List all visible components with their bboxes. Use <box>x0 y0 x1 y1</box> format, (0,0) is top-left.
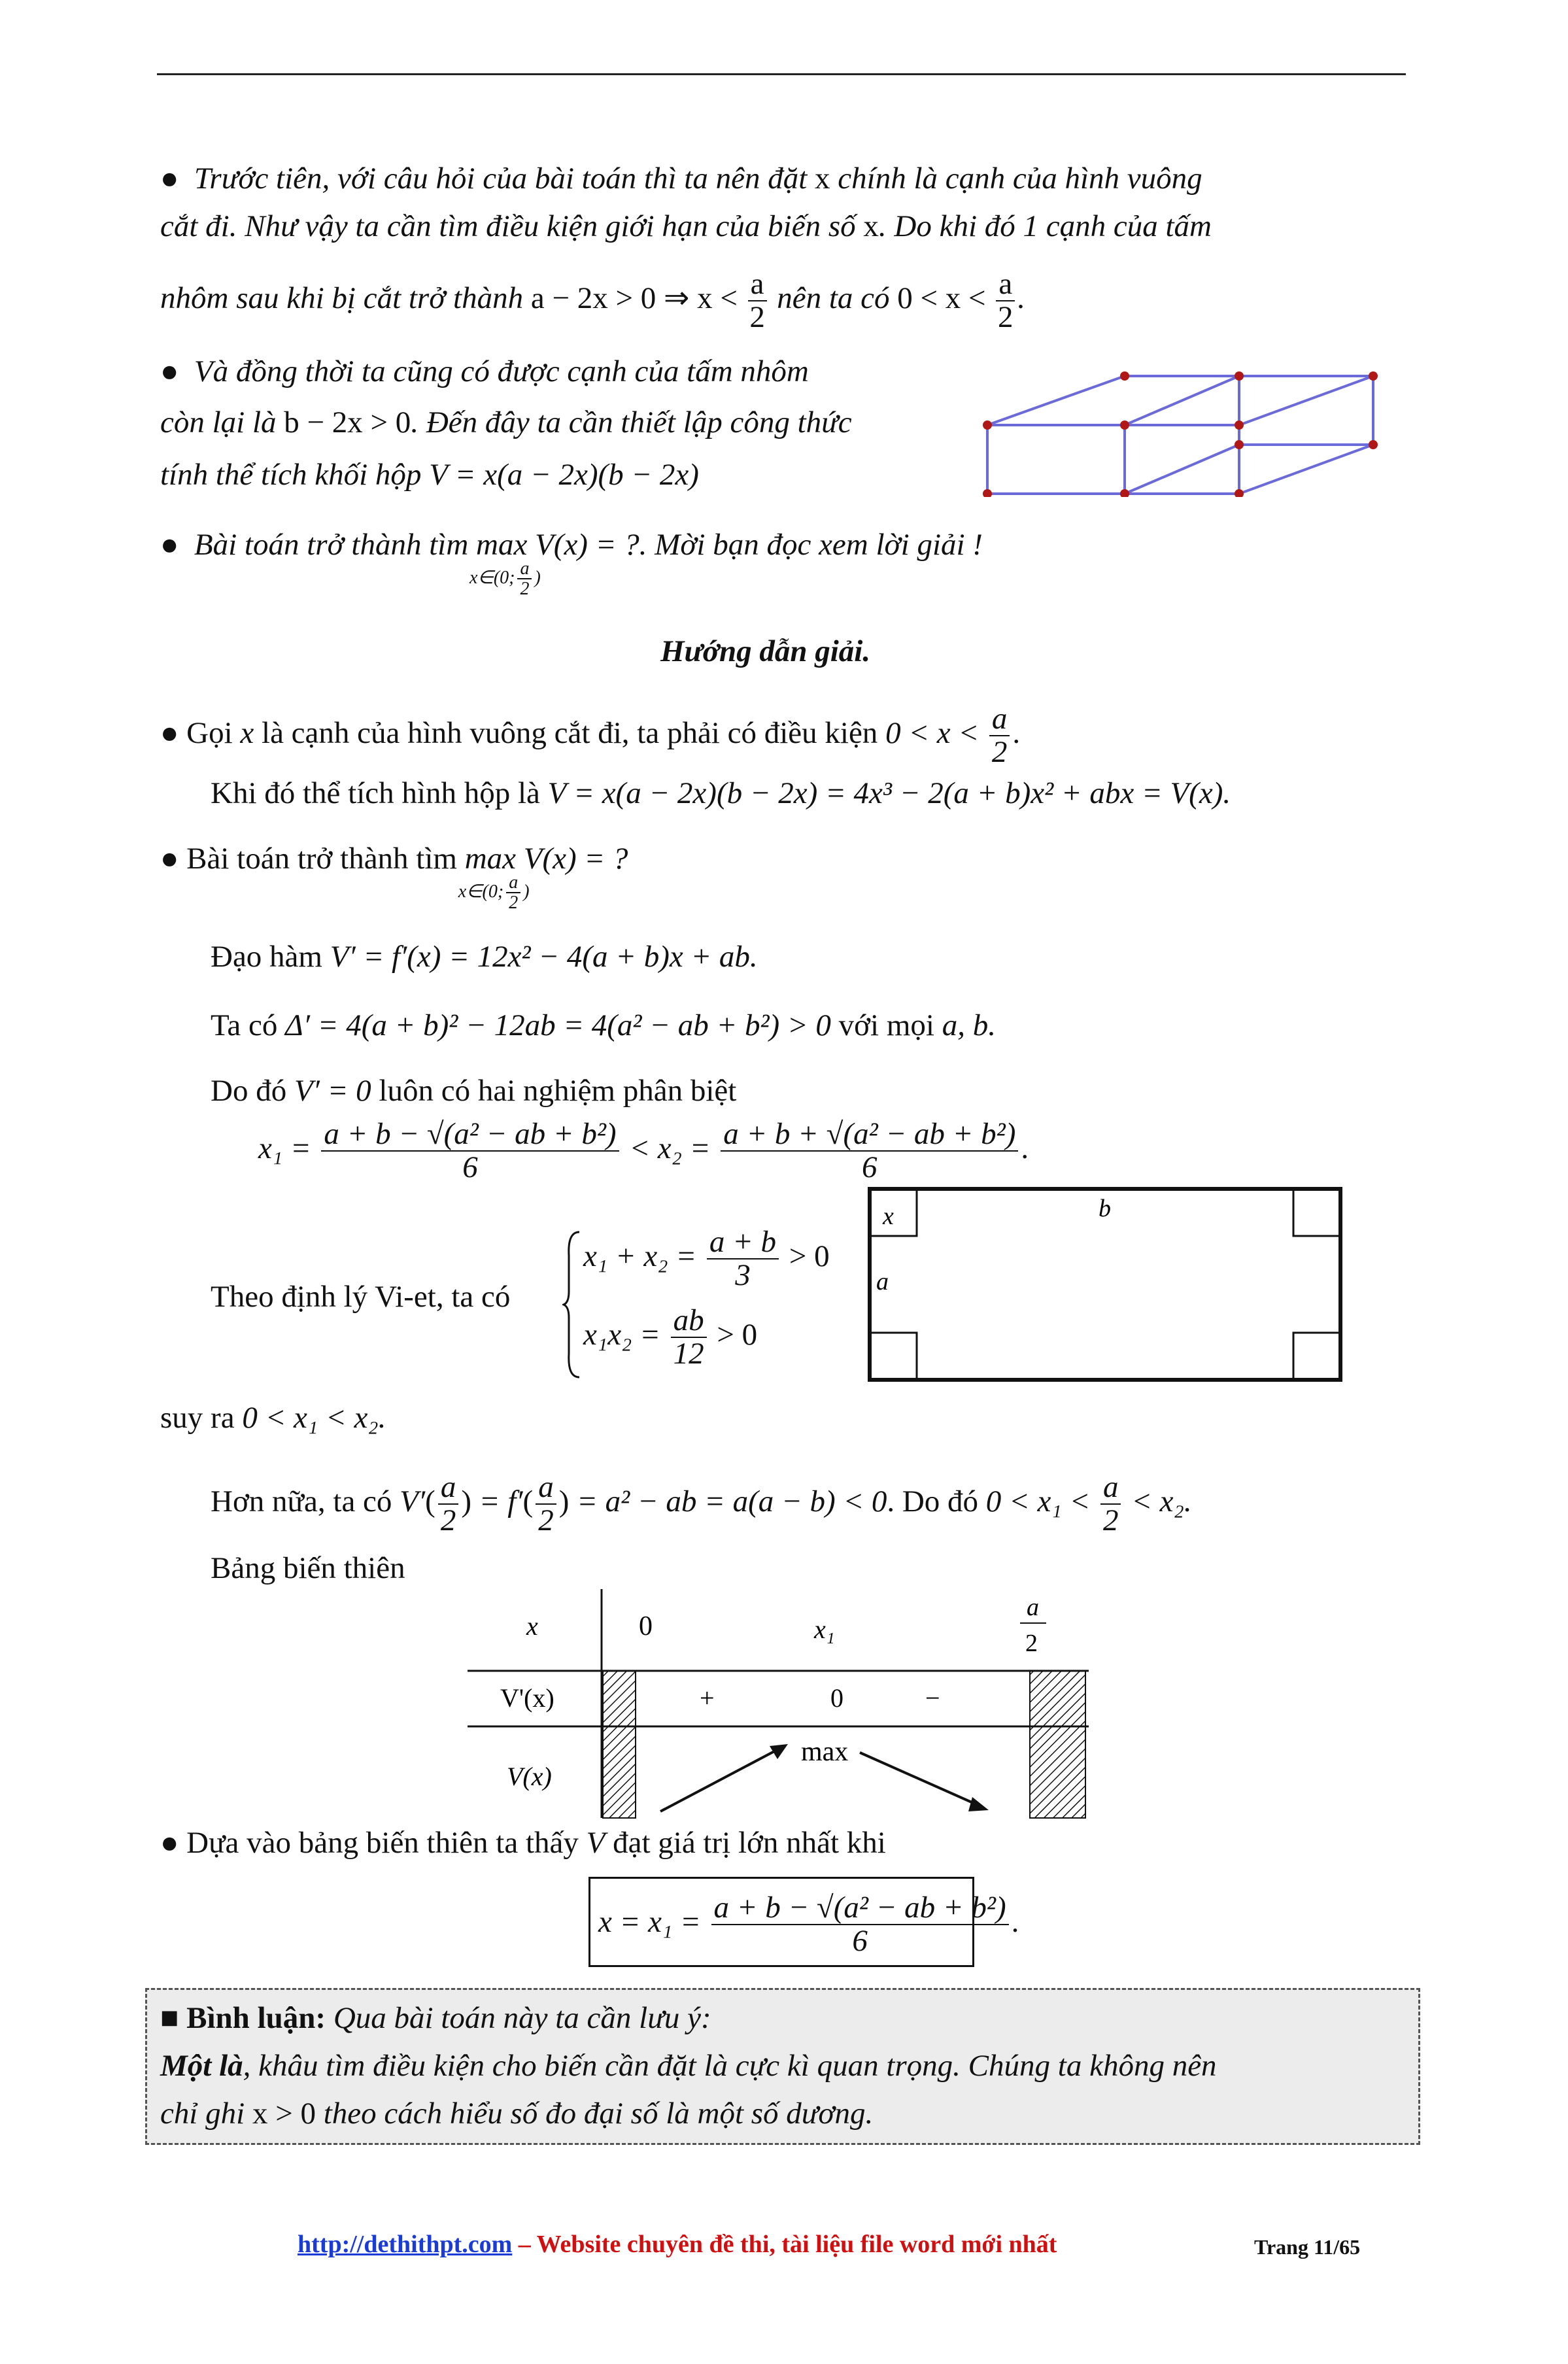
fig-label-b: b <box>1099 1195 1111 1222</box>
vt-row3-max: max <box>801 1737 849 1767</box>
intro-line-1: ● Trước tiên, với câu hỏi của bài toán thì ta nên đặt x chính là cạnh của hình vuông <box>160 162 1202 196</box>
solution-line-1: ● Gọi x là cạnh của hình vuông cắt đi, ta phải có điều kiện 0 < x < $\frac{a}{2}$ . <box>160 702 1021 770</box>
solution-heading: Hướng dẫn giải. <box>660 634 871 668</box>
comment-line-1: ■ Bình luận: Qua bài toán này ta cần lưu ý: <box>160 2001 711 2035</box>
solution-line-3: ● Bài toán trở thành tìm max x∈(0; $\frac{a}{2}$ ) V(x) = ? <box>160 842 628 914</box>
fig-label-a: a <box>876 1268 889 1295</box>
footer-link[interactable]: http://dethithpt.com <box>298 2231 513 2258</box>
header-rule <box>157 73 1406 75</box>
variation-table <box>468 1589 1095 1824</box>
sheet-figure <box>863 1184 1347 1386</box>
solution-line-10: Hơn nữa, ta có V′( $\frac{a}{2}$ ) = f′( $\frac{a}{2}$ ) = a² − ab = a(a − b) < 0. Do đó 0 < x₁ < $\frac{a}{2}$ < x₂. <box>211 1470 1192 1538</box>
intro-line-3: nhôm sau khi bị cắt trở thành a − 2x > 0 ⇒ x < $\frac{a}{2}$ nên ta có 0 < x < $\frac{a}{2}$ . <box>160 267 1025 335</box>
vt-row1-label: x <box>526 1611 538 1641</box>
fig-label-x: x <box>883 1203 894 1230</box>
vieta-brace <box>562 1229 575 1380</box>
vt-row1-end-den: 2 <box>1025 1630 1038 1657</box>
intro-p3: ● Bài toán trở thành tìm max x∈(0; $\frac{a}{2}$ ) V(x) = ?. Mời bạn đọc xem lời giải ! <box>160 528 983 600</box>
solution-roots: x₁ = $\frac{\text{a + b − √(a² − ab + b²)}}{6}$ < x₂ = $\frac{\text{a + b + √(a² − ab + b²)}}{6}$ . <box>258 1117 1029 1185</box>
page-number: Trang 11/65 <box>1254 2235 1361 2259</box>
box-3d-figure <box>981 366 1399 497</box>
vt-row2-zero: 0 <box>830 1683 844 1713</box>
footer: http://dethithpt.com – Website chuyên đề thi, tài liệu file word mới nhất <box>298 2231 1057 2258</box>
footer-text: Website chuyên đề thi, tài liệu file word mới nhất <box>536 2231 1057 2258</box>
comment-line-3: chỉ ghi x > 0 theo cách hiểu số đo đại số là một số dương. <box>160 2097 874 2131</box>
vt-row2-label: V'(x) <box>500 1683 554 1713</box>
solution-line-9: suy ra 0 < x₁ < x₂. <box>160 1401 386 1435</box>
final-answer-box: x = x₁ = $\frac{\text{a + b − √(a² − ab + b²)}}{6}$ . <box>588 1877 974 1967</box>
intro-p2-line-1: ● Và đồng thời ta cũng có được cạnh của tấm nhôm <box>160 354 809 388</box>
solution-line-4: Đạo hàm V′ = f′(x) = 12x² − 4(a + b)x + ab. <box>211 940 758 974</box>
vieta-sum: x₁ + x₂ = $\frac{a + b}{3}$ > 0 <box>583 1225 830 1293</box>
vt-row2-plus: + <box>700 1683 715 1713</box>
vieta-label: Theo định lý Vi-et, ta có <box>211 1280 511 1314</box>
comment-line-2: Một là, khâu tìm điều kiện cho biến cần đặt là cực kì quan trọng. Chúng ta không nên <box>160 2049 1217 2083</box>
comment-box <box>145 1988 1420 2145</box>
intro-p2-line-2: còn lại là b − 2x > 0. Đến đây ta cần thiết lập công thức <box>160 405 852 439</box>
vt-row2-minus: − <box>925 1683 940 1713</box>
vieta-product: x₁x₂ = $\frac{ab}{12}$ > 0 <box>583 1303 758 1371</box>
solution-line-11: Bảng biến thiên <box>211 1551 405 1585</box>
vt-arrow-down <box>860 1753 978 1805</box>
vt-row3-label: V(x) <box>507 1762 552 1791</box>
solution-line-6: Do đó V′ = 0 luôn có hai nghiệm phân biệt <box>211 1074 737 1108</box>
intro-line-2: cắt đi. Như vậy ta cần tìm điều kiện giới hạn của biến số x. Do khi đó 1 cạnh của tấm <box>160 209 1212 243</box>
intro-p2-line-3: tính thể tích khối hộp V = x(a − 2x)(b − 2x) <box>160 458 699 492</box>
solution-line-2: Khi đó thể tích hình hộp là V = x(a − 2x)(b − 2x) = 4x³ − 2(a + b)x² + abx = V(x). <box>211 776 1231 810</box>
vt-arrow-up <box>660 1749 778 1811</box>
vt-row1-x1: x₁ <box>814 1615 835 1644</box>
vt-row1-0: 0 <box>639 1611 653 1641</box>
solution-line-12: ● Dựa vào bảng biến thiên ta thấy V đạt giá trị lớn nhất khi <box>160 1826 886 1860</box>
solution-line-5: Ta có Δ′ = 4(a + b)² − 12ab = 4(a² − ab + b²) > 0 với mọi a, b. <box>211 1008 996 1042</box>
vt-row1-end-num: a <box>1027 1594 1039 1621</box>
